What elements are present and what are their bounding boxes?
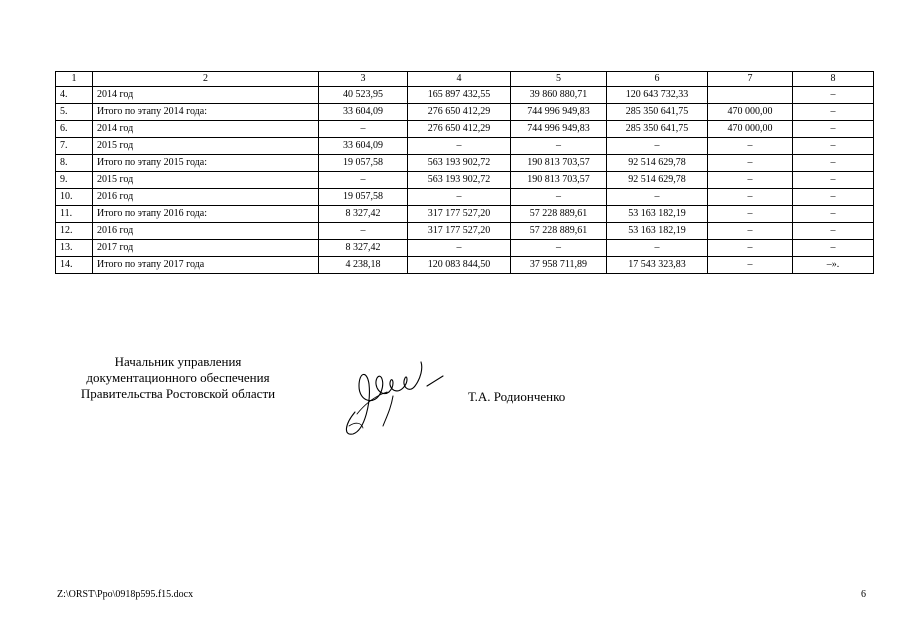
table-cell: 8 327,42 — [319, 206, 408, 223]
signer-name: Т.А. Родионченко — [468, 389, 566, 404]
table-cell: 17 543 323,83 — [607, 257, 708, 274]
table-cell — [708, 87, 793, 104]
table-cell: Итого по этапу 2015 года: — [93, 155, 319, 172]
table-cell: – — [708, 172, 793, 189]
table-cell: 563 193 902,72 — [408, 155, 511, 172]
table-row — [56, 206, 874, 223]
table-cell: 5. — [56, 104, 93, 121]
table-cell: 4. — [56, 87, 93, 104]
table-cell: – — [793, 104, 874, 121]
table-cell: – — [607, 138, 708, 155]
table-cell: – — [708, 155, 793, 172]
table-cell: 285 350 641,75 — [607, 121, 708, 138]
table-row — [56, 104, 874, 121]
table-cell: 11. — [56, 206, 93, 223]
table-cell: 92 514 629,78 — [607, 172, 708, 189]
table-cell: Итого по этапу 2014 года: — [93, 104, 319, 121]
table-cell: 190 813 703,57 — [511, 155, 607, 172]
table-cell: 19 057,58 — [319, 155, 408, 172]
table-cell: – — [793, 223, 874, 240]
table-cell: – — [793, 172, 874, 189]
table-row — [56, 240, 874, 257]
table-row — [56, 155, 874, 172]
table-cell: 470 000,00 — [708, 104, 793, 121]
table-cell: 317 177 527,20 — [408, 206, 511, 223]
signer-position — [58, 354, 298, 402]
table-row — [56, 189, 874, 206]
table-cell: 4 238,18 — [319, 257, 408, 274]
table-cell: 53 163 182,19 — [607, 206, 708, 223]
table-cell: – — [708, 138, 793, 155]
table-cell: – — [793, 87, 874, 104]
table-cell: – — [708, 257, 793, 274]
data-table — [55, 71, 874, 274]
table-cell: – — [793, 121, 874, 138]
table-cell: Итого по этапу 2017 года — [93, 257, 319, 274]
signer-position-line: документационного обеспечения — [86, 370, 270, 385]
table-cell: 285 350 641,75 — [607, 104, 708, 121]
table-cell: 33 604,09 — [319, 104, 408, 121]
table-cell: 53 163 182,19 — [607, 223, 708, 240]
table-cell: 2016 год — [93, 223, 319, 240]
table-cell: – — [793, 155, 874, 172]
table-cell: Итого по этапу 2016 года: — [93, 206, 319, 223]
table-cell: – — [708, 206, 793, 223]
table-cell: 2016 год — [93, 189, 319, 206]
table-cell: 39 860 880,71 — [511, 87, 607, 104]
signer-position-line: Правительства Ростовской области — [80, 386, 276, 401]
table-cell: – — [511, 240, 607, 257]
table-cell: 12. — [56, 223, 93, 240]
table-cell: – — [408, 138, 511, 155]
table-cell: – — [511, 138, 607, 155]
table-cell: – — [607, 189, 708, 206]
table-cell: 7. — [56, 138, 93, 155]
page-number: 6 — [861, 589, 866, 600]
table-cell: 19 057,58 — [319, 189, 408, 206]
table-cell: – — [319, 223, 408, 240]
table-cell: –». — [793, 257, 874, 274]
table-cell: 563 193 902,72 — [408, 172, 511, 189]
table-cell: 9. — [56, 172, 93, 189]
table-cell: – — [511, 189, 607, 206]
table-cell: 2014 год — [93, 87, 319, 104]
table-cell: 14. — [56, 257, 93, 274]
table-cell: 744 996 949,83 — [511, 121, 607, 138]
column-number-2: 2 — [93, 72, 319, 87]
column-number-6: 6 — [607, 72, 708, 87]
column-number-8: 8 — [793, 72, 874, 87]
table-row — [56, 138, 874, 155]
column-number-3: 3 — [319, 72, 408, 87]
table-cell: 33 604,09 — [319, 138, 408, 155]
table-cell: 190 813 703,57 — [511, 172, 607, 189]
table-cell: 165 897 432,55 — [408, 87, 511, 104]
table-cell: – — [708, 240, 793, 257]
table-cell: 120 083 844,50 — [408, 257, 511, 274]
table-cell: – — [319, 172, 408, 189]
table-cell: 120 643 732,33 — [607, 87, 708, 104]
table-cell: 2014 год — [93, 121, 319, 138]
table-cell: 92 514 629,78 — [607, 155, 708, 172]
table-cell: – — [793, 240, 874, 257]
table-cell: 2017 год — [93, 240, 319, 257]
table-row — [56, 121, 874, 138]
table-row — [56, 223, 874, 240]
column-number-1: 1 — [56, 72, 93, 87]
column-number-5: 5 — [511, 72, 607, 87]
table-cell: 8. — [56, 155, 93, 172]
table-cell: 57 228 889,61 — [511, 223, 607, 240]
column-number-7: 7 — [708, 72, 793, 87]
table-row — [56, 172, 874, 189]
table-cell: 276 650 412,29 — [408, 104, 511, 121]
table-header-row — [56, 72, 874, 87]
table-cell: – — [408, 189, 511, 206]
table-cell: 37 958 711,89 — [511, 257, 607, 274]
table-cell: 317 177 527,20 — [408, 223, 511, 240]
table-cell: 40 523,95 — [319, 87, 408, 104]
handwritten-signature — [335, 352, 455, 442]
table-row — [56, 87, 874, 104]
table-cell: – — [708, 223, 793, 240]
table-cell: 470 000,00 — [708, 121, 793, 138]
table-cell: 10. — [56, 189, 93, 206]
column-number-4: 4 — [408, 72, 511, 87]
table-cell: – — [793, 206, 874, 223]
table-cell: – — [793, 138, 874, 155]
signer-position-line: Начальник управления — [114, 354, 242, 369]
table-cell: 2015 год — [93, 138, 319, 155]
table-cell: – — [607, 240, 708, 257]
table-row — [56, 257, 874, 274]
table-cell: – — [319, 121, 408, 138]
table-cell: 2015 год — [93, 172, 319, 189]
table-cell: – — [408, 240, 511, 257]
table-cell: 276 650 412,29 — [408, 121, 511, 138]
table-cell: 8 327,42 — [319, 240, 408, 257]
document-file-path: Z:\ORST\Ppo\0918p595.f15.docx — [57, 589, 194, 600]
table-cell: 6. — [56, 121, 93, 138]
table-cell: – — [708, 189, 793, 206]
table-cell: – — [793, 189, 874, 206]
table-cell: 13. — [56, 240, 93, 257]
table-cell: 744 996 949,83 — [511, 104, 607, 121]
table-cell: 57 228 889,61 — [511, 206, 607, 223]
